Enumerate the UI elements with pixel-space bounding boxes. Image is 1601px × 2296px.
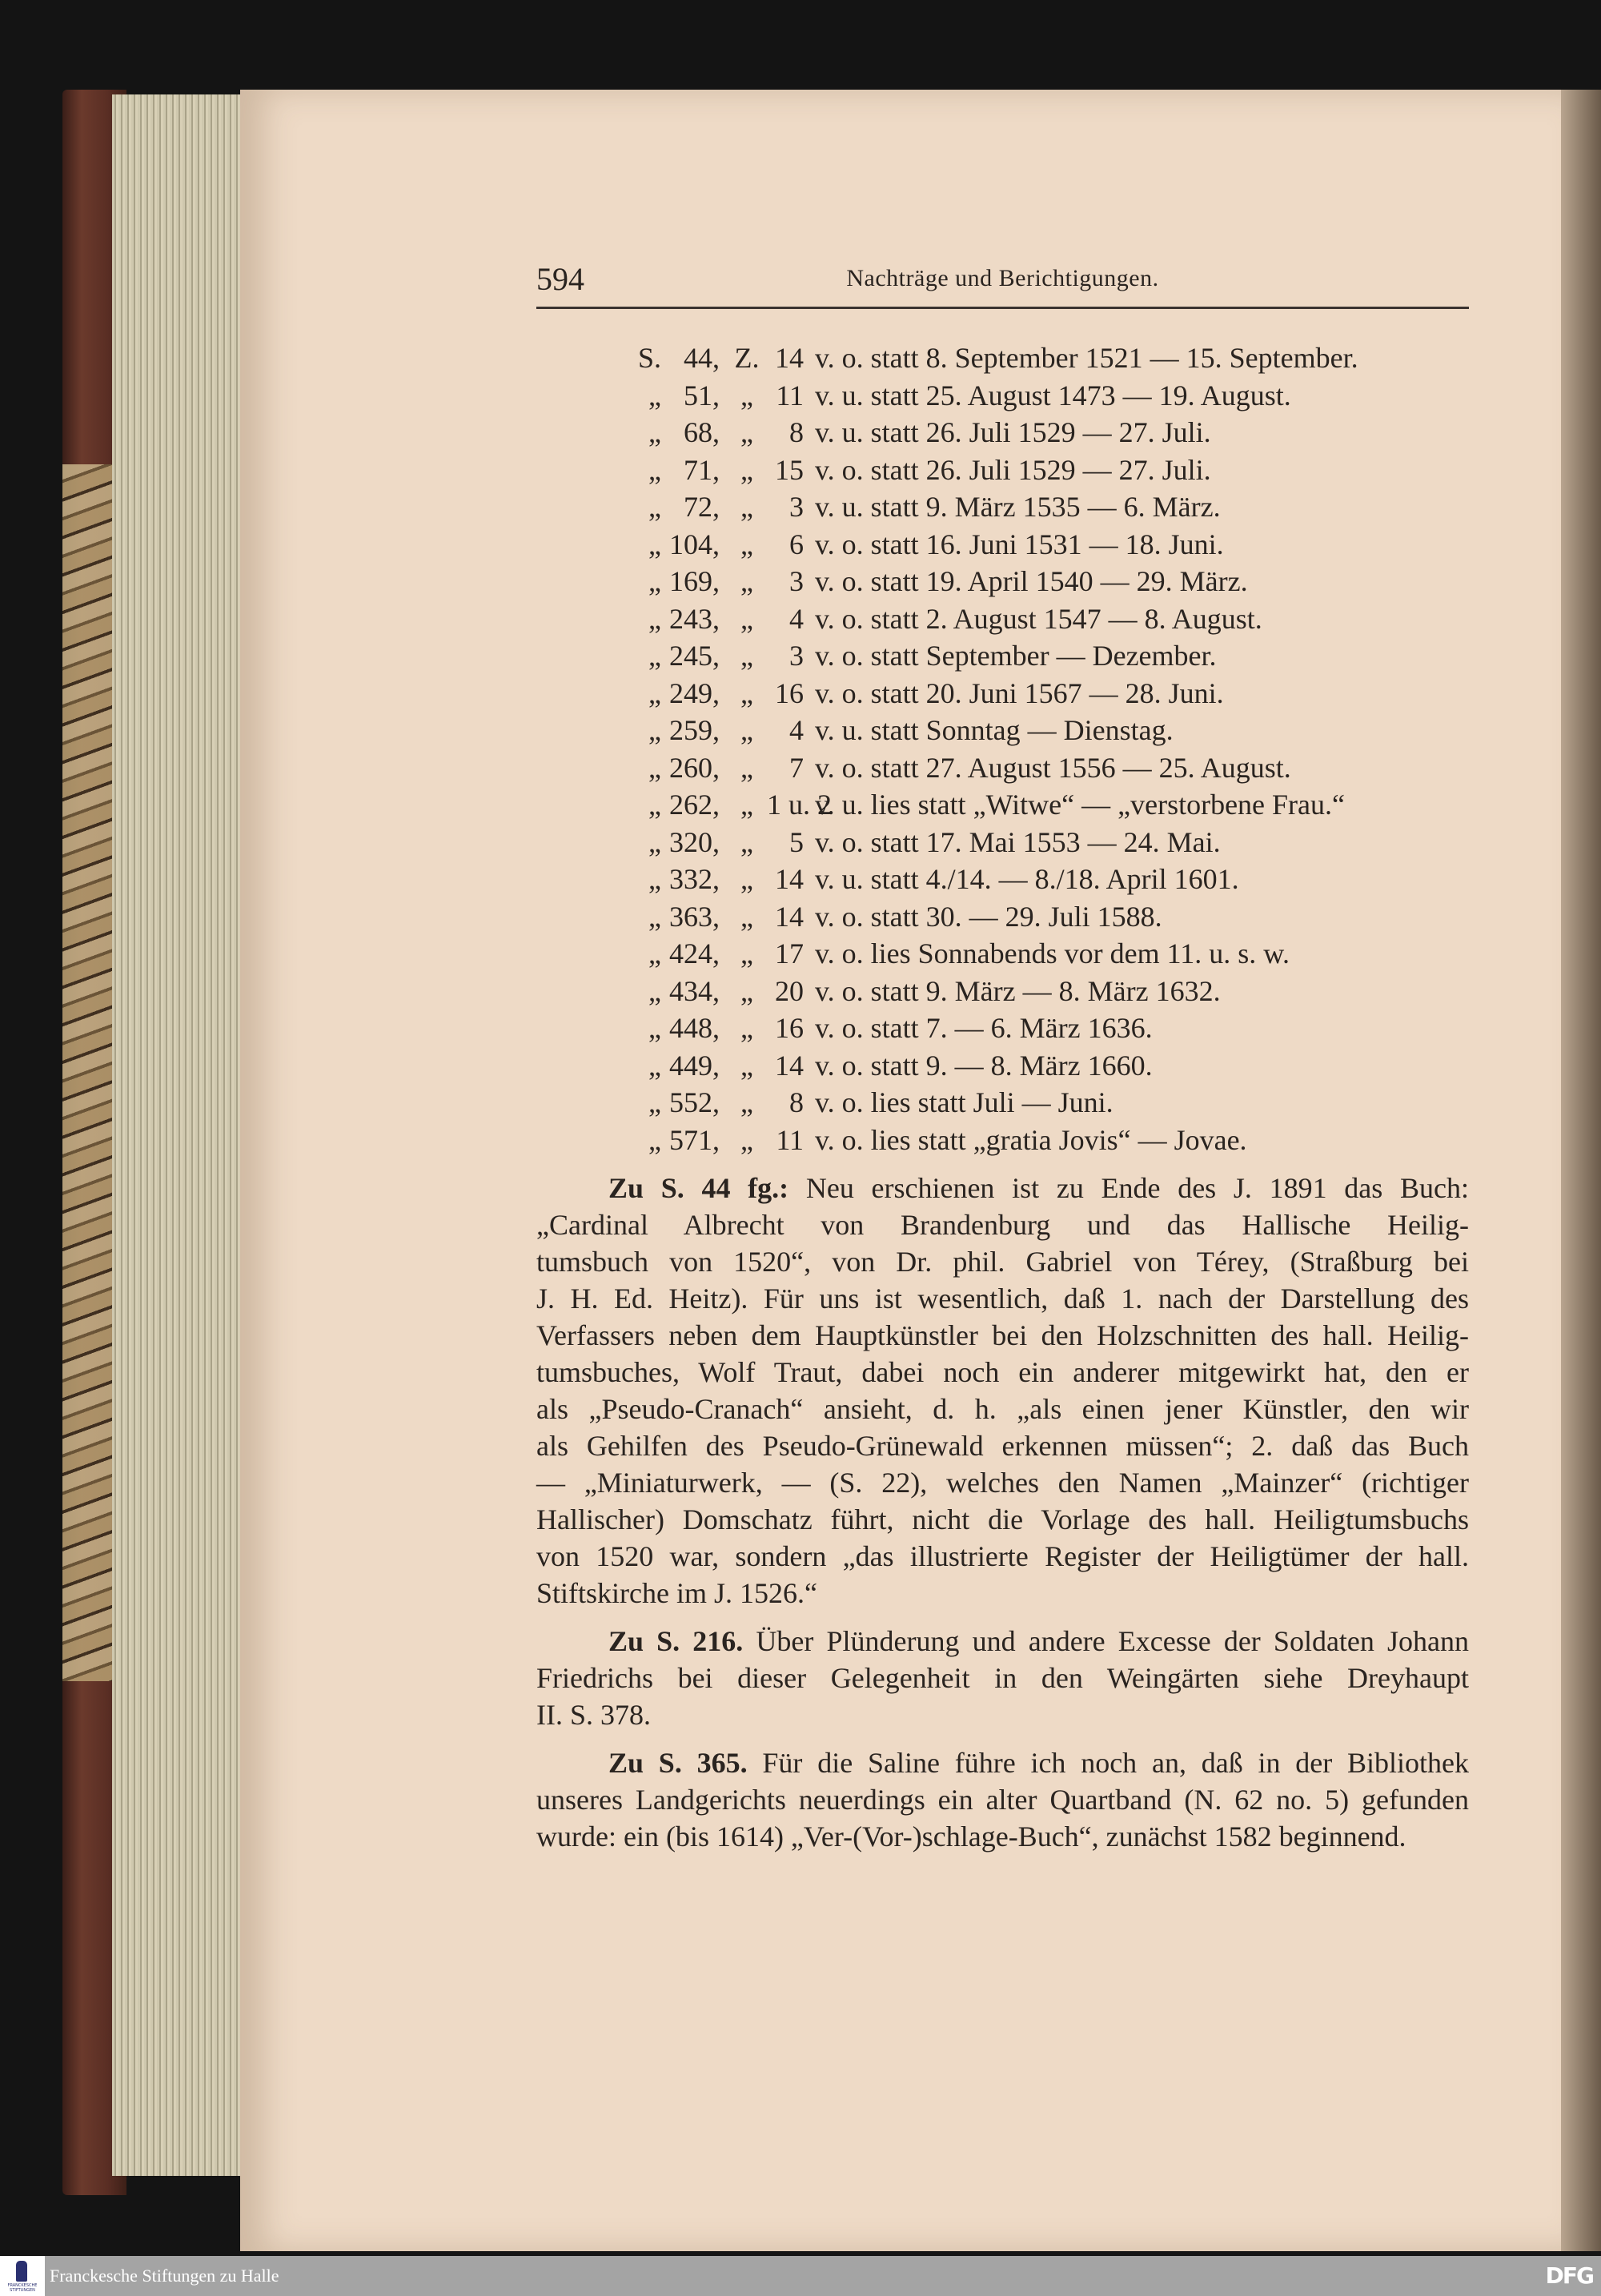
line-abbrev: „ [740,825,753,858]
page-number: 594 [536,261,584,297]
line-abbrev: „ [740,789,753,821]
correction-row [536,1010,1469,1047]
correction-row [536,861,1469,898]
line-abbrev: „ [740,1012,753,1044]
line-ref: 11 [776,379,804,411]
paragraph-lead: Zu S. 216. [608,1625,744,1657]
correction-text: v. o. statt 19. April 1540 — 29. März. [815,565,1248,597]
line-abbrev: „ [740,1049,753,1082]
correction-row [536,414,1469,452]
line-abbrev: „ [740,900,753,933]
correction-row [536,488,1469,526]
line-text: tumsbuches, Wolf Traut, dabei noch ein anderer mitgewirkt hat, den er [536,1356,1469,1388]
correction-text: v. o. statt 27. August 1556 — 25. August. [815,751,1291,784]
page-ref: 363 [669,900,712,933]
text-line [536,1696,1469,1733]
line-ref: 1 u. 2 [767,789,832,821]
text-line [536,1280,1469,1317]
correction-text: v. o. lies statt Juli — Juni. [815,1086,1113,1118]
page-ref: 72 [684,491,712,523]
line-ref: 3 [789,565,804,597]
line-ref: 14 [775,342,804,374]
page-ref: 169 [669,565,712,597]
comma: , [712,1012,720,1044]
text-line [536,1744,1469,1781]
header-rule [536,307,1469,309]
text-line [536,1623,1469,1660]
addendum-paragraph [536,1170,1469,1612]
line-abbrev: „ [740,453,753,486]
logo-figure-icon [16,2261,27,2282]
comma: , [712,491,720,523]
line-ref: 11 [776,1123,804,1156]
correction-text: v. o. statt September — Dezember. [815,640,1217,672]
correction-row [536,786,1469,824]
prefix: „ [648,565,661,597]
correction-text: v. u. lies statt „Witwe“ — „verstorbene Frau.“ [815,789,1345,821]
text-line [536,1781,1469,1818]
prefix: „ [648,1123,661,1156]
line-abbrev: „ [740,751,753,784]
prefix: „ [648,528,661,560]
line-text: Neu erschienen ist zu Ende des J. 1891 das Buch: [805,1172,1469,1204]
correction-text: v. o. statt 9. — 8. März 1660. [815,1049,1153,1082]
line-ref: 16 [775,1012,804,1044]
text-line [536,1391,1469,1427]
text-line [536,1317,1469,1354]
page-ref: 320 [669,825,712,858]
prefix: „ [648,937,661,969]
line-ref: 4 [789,714,804,746]
line-text: wurde: ein (bis 1614) „Ver-(Vor-)schlage-Buch“, zunächst 1582 beginnend. [536,1820,1406,1852]
correction-row [536,1084,1469,1122]
comma: , [712,453,720,486]
page-content [536,260,1469,1866]
line-ref: 16 [775,676,804,709]
facing-page-edge [1561,90,1601,2251]
correction-row [536,452,1469,489]
correction-row [536,712,1469,749]
institution-logo [0,2256,45,2296]
page-ref: 434 [669,974,712,1007]
line-text: als „Pseudo-Cranach“ ansieht, d. h. „als einen jener Künstler, den wir [536,1393,1469,1425]
correction-text: v. u. statt 26. Juli 1529 — 27. Juli. [815,416,1211,448]
comma: , [712,825,720,858]
comma: , [712,528,720,560]
text-line [536,1660,1469,1696]
correction-text: v. o. statt 20. Juni 1567 — 28. Juni. [815,676,1224,709]
running-title: Nachträge und Berichtigungen. [846,265,1159,291]
correction-row [536,898,1469,936]
dfg-logo: DFG [1545,2262,1593,2289]
correction-row [536,526,1469,564]
line-abbrev: „ [740,528,753,560]
line-abbrev: „ [740,602,753,635]
correction-row [536,563,1469,600]
addenda-paragraphs [536,1170,1469,1855]
comma: , [712,1049,720,1082]
correction-row [536,339,1469,377]
line-ref: 3 [789,640,804,672]
line-ref: 7 [789,751,804,784]
correction-row [536,600,1469,638]
line-ref: 4 [789,602,804,635]
correction-text: v. o. lies Sonnabends vor dem 11. u. s. w. [815,937,1290,969]
line-abbrev: „ [740,1123,753,1156]
line-ref: 20 [775,974,804,1007]
viewer-footer [0,2256,1601,2296]
correction-text: v. o. statt 8. September 1521 — 15. September. [815,342,1358,374]
page-ref: 552 [669,1086,712,1118]
line-abbrev: „ [740,379,753,411]
line-text: II. S. 378. [536,1699,651,1731]
line-text: J. H. Ed. Heitz). Für uns ist wesentlich, daß 1. nach der Darstellung des [536,1282,1469,1315]
correction-row [536,749,1469,787]
correction-row [536,637,1469,675]
text-line [536,1538,1469,1575]
page-ref: 51 [684,379,712,411]
correction-text: v. o. statt 26. Juli 1529 — 27. Juli. [815,453,1211,486]
line-ref: 14 [775,900,804,933]
prefix: „ [648,825,661,858]
paragraph-lead: Zu S. 365. [608,1747,748,1779]
page-ref: 448 [669,1012,712,1044]
comma: , [712,640,720,672]
prefix: „ [648,416,661,448]
correction-row [536,377,1469,415]
comma: , [712,342,720,374]
comma: , [712,974,720,1007]
correction-text: v. o. statt 2. August 1547 — 8. August. [815,602,1262,635]
text-line [536,1243,1469,1280]
correction-row [536,824,1469,861]
prefix: „ [648,491,661,523]
page-ref: 259 [669,714,712,746]
text-line [536,1170,1469,1206]
correction-text: v. o. statt 7. — 6. März 1636. [815,1012,1153,1044]
comma: , [712,565,720,597]
addendum-paragraph [536,1744,1469,1855]
logo-text: FRANCKESCHE STIFTUNGEN [7,2283,38,2293]
line-abbrev: „ [740,714,753,746]
marbled-cover-paper [62,464,118,1681]
correction-row [536,675,1469,712]
line-abbrev: „ [740,1086,753,1118]
correction-text: v. o. statt 17. Mai 1553 — 24. Mai. [815,825,1221,858]
line-abbrev: „ [740,676,753,709]
correction-text: v. o. statt 9. März — 8. März 1632. [815,974,1221,1007]
comma: , [712,900,720,933]
correction-text: v. o. statt 16. Juni 1531 — 18. Juni. [815,528,1224,560]
line-text: als Gehilfen des Pseudo-Grünewald erkennen müssen“; 2. daß das Buch [536,1430,1469,1462]
line-text: tumsbuch von 1520“, von Dr. phil. Gabriel von Térey, (Straßburg bei [536,1246,1469,1278]
correction-text: v. u. statt 25. August 1473 — 19. August. [815,379,1291,411]
comma: , [712,602,720,635]
page-header [536,260,1469,302]
line-ref: 17 [775,937,804,969]
line-text: Verfassers neben dem Hauptkünstler bei den Holzschnitten des hall. Heilig- [536,1319,1469,1351]
prefix: „ [648,974,661,1007]
prefix: „ [648,1086,661,1118]
line-abbrev: „ [740,491,753,523]
line-text: Über Plünderung und andere Excesse der Soldaten Johann [756,1625,1470,1657]
line-text: Friedrichs bei dieser Gelegenheit in den Weingärten siehe Dreyhaupt [536,1662,1469,1694]
text-line [536,1354,1469,1391]
line-ref: 15 [775,453,804,486]
line-ref: 3 [789,491,804,523]
line-text: — „Miniaturwerk, — (S. 22), welches den Namen „Mainzer“ (richtiger [536,1467,1469,1499]
comma: , [712,1086,720,1118]
line-ref: 8 [789,1086,804,1118]
page-ref: 243 [669,602,712,635]
line-abbrev: „ [740,974,753,1007]
text-line [536,1206,1469,1243]
paragraph-lead: Zu S. 44 fg.: [608,1172,789,1204]
comma: , [712,789,720,821]
line-abbrev: „ [740,937,753,969]
line-ref: 8 [789,416,804,448]
prefix: „ [648,751,661,784]
institution-name: Franckesche Stiftungen zu Halle [50,2266,279,2286]
prefix: „ [648,900,661,933]
correction-text: v. u. statt 4./14. — 8./18. April 1601. [815,863,1239,895]
prefix: „ [648,863,661,895]
page-ref: 449 [669,1049,712,1082]
line-abbrev: Z. [734,342,760,374]
prefix: „ [648,1012,661,1044]
line-text: unseres Landgerichts neuerdings ein alter Quartband (N. 62 no. 5) gefunden [536,1784,1469,1816]
page-ref: 424 [669,937,712,969]
corrections-list [536,339,1469,1158]
page-ref: 68 [684,416,712,448]
page-ref: 245 [669,640,712,672]
correction-text: v. o. lies statt „gratia Jovis“ — Jovae. [815,1123,1247,1156]
comma: , [712,379,720,411]
line-abbrev: „ [740,640,753,672]
comma: , [712,1123,720,1156]
text-line [536,1427,1469,1464]
line-abbrev: „ [740,863,753,895]
line-ref: 6 [789,528,804,560]
correction-text: v. u. statt 9. März 1535 — 6. März. [815,491,1221,523]
prefix: S. [637,342,661,374]
correction-text: v. u. statt Sonntag — Dienstag. [815,714,1174,746]
comma: , [712,937,720,969]
prefix: „ [648,714,661,746]
addendum-paragraph [536,1623,1469,1733]
text-line [536,1575,1469,1612]
text-line [536,1464,1469,1501]
comma: , [712,714,720,746]
page-ref: 332 [669,863,712,895]
prefix: „ [648,602,661,635]
page-edges [112,94,244,2176]
prefix: „ [648,1049,661,1082]
line-ref: 14 [775,1049,804,1082]
text-line [536,1501,1469,1538]
page-ref: 44 [684,342,712,374]
prefix: „ [648,379,661,411]
correction-row [536,973,1469,1010]
page-ref: 249 [669,676,712,709]
prefix: „ [648,640,661,672]
page-ref: 104 [669,528,712,560]
comma: , [712,676,720,709]
correction-row [536,935,1469,973]
line-text: Für die Saline führe ich noch an, daß in der Bibliothek [762,1747,1470,1779]
comma: , [712,751,720,784]
line-ref: 5 [789,825,804,858]
line-abbrev: „ [740,565,753,597]
page-ref: 262 [669,789,712,821]
line-text: von 1520 war, sondern „das illustrierte Register der Heiligtümer der hall. [536,1540,1469,1572]
comma: , [712,863,720,895]
line-text: Stiftskirche im J. 1526.“ [536,1577,817,1609]
text-line [536,1818,1469,1855]
page-ref: 71 [684,453,712,486]
comma: , [712,416,720,448]
line-text: „Cardinal Albrecht von Brandenburg und das Hallische Heilig- [536,1209,1469,1241]
correction-text: v. o. statt 30. — 29. Juli 1588. [815,900,1162,933]
correction-row [536,1047,1469,1085]
prefix: „ [648,789,661,821]
line-text: Hallischer) Domschatz führt, nicht die Vorlage des hall. Heiligtumsbuchs [536,1503,1469,1535]
page-ref: 571 [669,1123,712,1156]
correction-row [536,1122,1469,1159]
line-abbrev: „ [740,416,753,448]
line-ref: 14 [775,863,804,895]
prefix: „ [648,676,661,709]
page-ref: 260 [669,751,712,784]
prefix: „ [648,453,661,486]
